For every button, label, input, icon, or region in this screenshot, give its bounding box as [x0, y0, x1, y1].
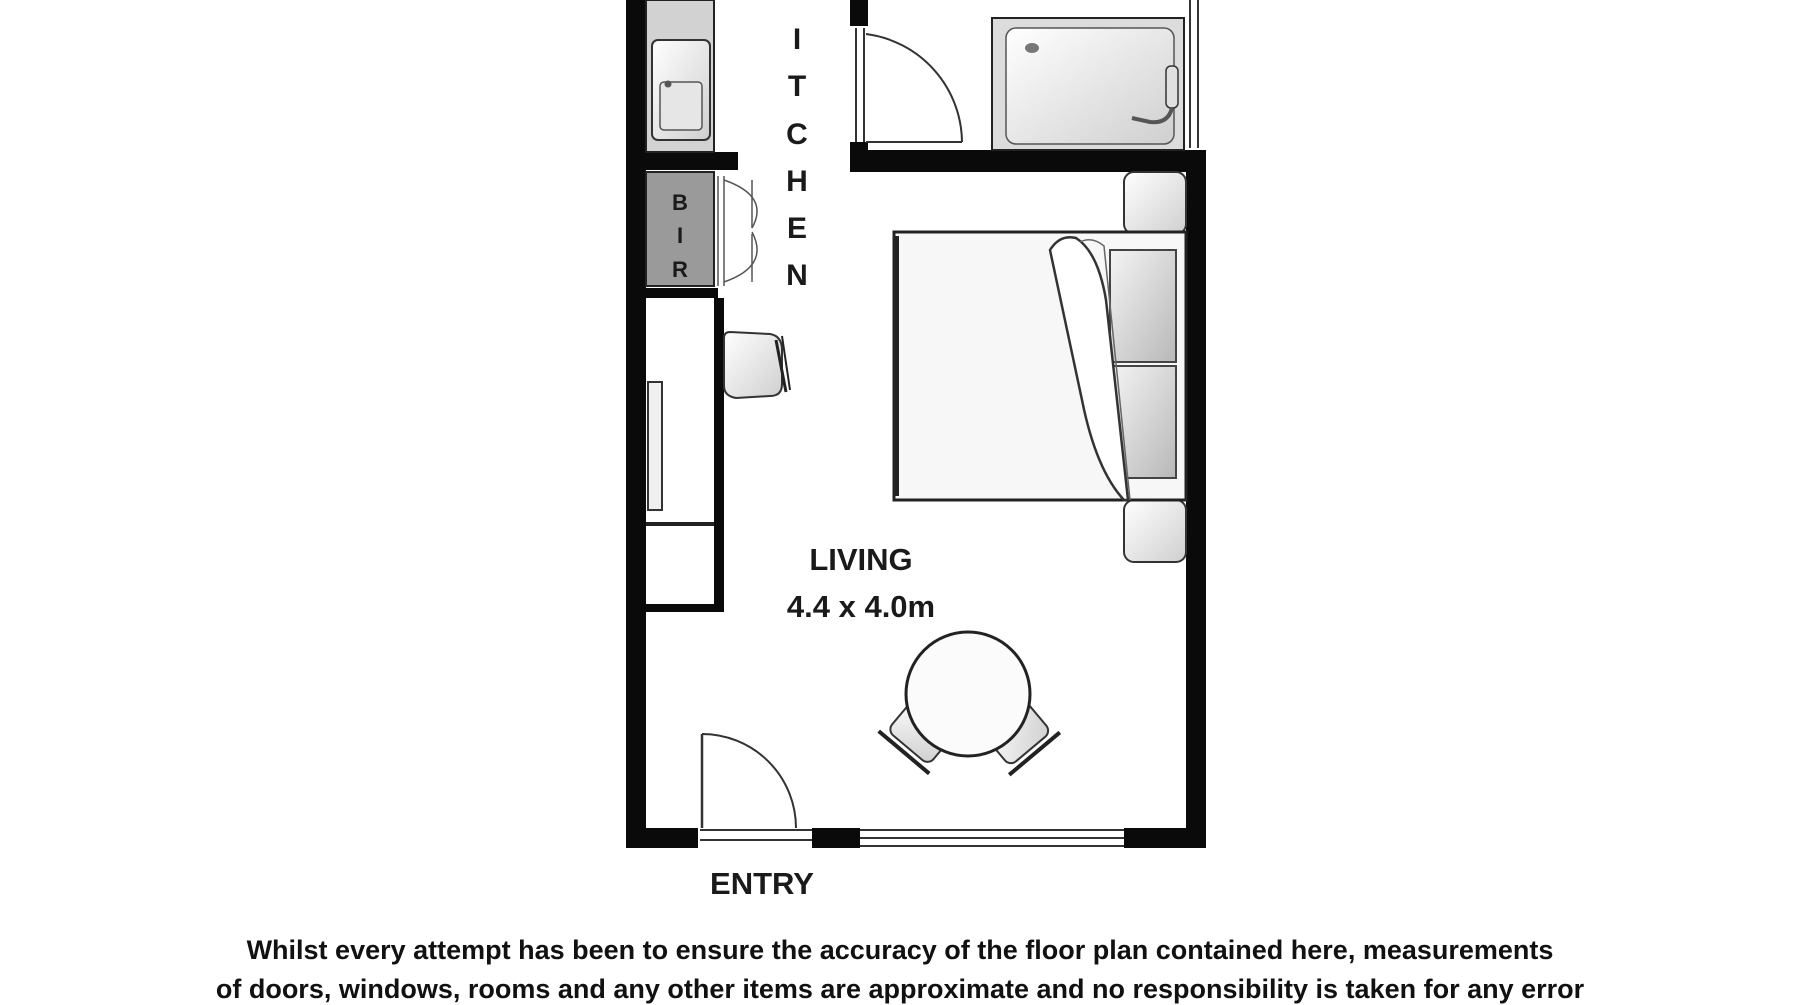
bathroom [856, 0, 1198, 150]
wall-west [626, 0, 646, 848]
pillow-top [1110, 250, 1176, 362]
wall-east [1186, 150, 1206, 848]
kitchen-letter: T [787, 70, 807, 103]
disclaimer-line-2: of doors, windows, rooms and any other items are approximate and no responsibility is taken for any error [215, 974, 1585, 1004]
wall-bathroom-west-bottom [850, 142, 868, 172]
wall-bathroom-west-top [850, 0, 868, 26]
bedside-table-top [1124, 172, 1186, 234]
wall-bathroom-south [850, 150, 1206, 172]
living-room-size: 4.4 x 4.0m [786, 589, 936, 624]
entry-door [700, 734, 812, 840]
bir-doors [718, 176, 757, 286]
bathroom-door [856, 28, 962, 142]
wall-south-left [626, 828, 698, 848]
wall-bir-south [646, 288, 718, 298]
kitchen-letter: C [786, 118, 808, 151]
wall-desk-bottom [646, 604, 724, 612]
south-window [860, 830, 1124, 846]
wall-kitchen-divider [646, 152, 738, 170]
kitchen-letter: N [786, 259, 808, 292]
dining-set [879, 632, 1060, 775]
disclaimer-line-1: Whilst every attempt has been to ensure the accuracy of the floor plan contained here, measurements [246, 935, 1554, 965]
kitchen-letter: I [792, 23, 802, 56]
entry-label: ENTRY [710, 866, 814, 901]
built-in-robe [646, 172, 757, 286]
dining-table [906, 632, 1030, 756]
shower-drain-icon [1025, 43, 1039, 53]
kitchen-letter: E [786, 212, 808, 245]
shower-head-icon [1166, 66, 1178, 108]
bed [894, 172, 1186, 562]
bir-letter: B [672, 190, 688, 215]
wall-south-mid [812, 828, 860, 848]
wall-south-right [1124, 828, 1206, 848]
bir-letter: R [672, 257, 688, 282]
bir-letter: I [676, 223, 684, 248]
wall-desk-east [714, 298, 724, 612]
shower-base [992, 18, 1184, 150]
living-room-name: LIVING [809, 542, 913, 577]
desk-chair-icon [724, 332, 790, 398]
sink-tap-icon [665, 81, 672, 88]
bedside-table-bottom [1124, 500, 1186, 562]
kitchen-letter: H [786, 165, 808, 198]
kitchen-bench [646, 0, 714, 152]
kitchen-label [786, 23, 808, 292]
